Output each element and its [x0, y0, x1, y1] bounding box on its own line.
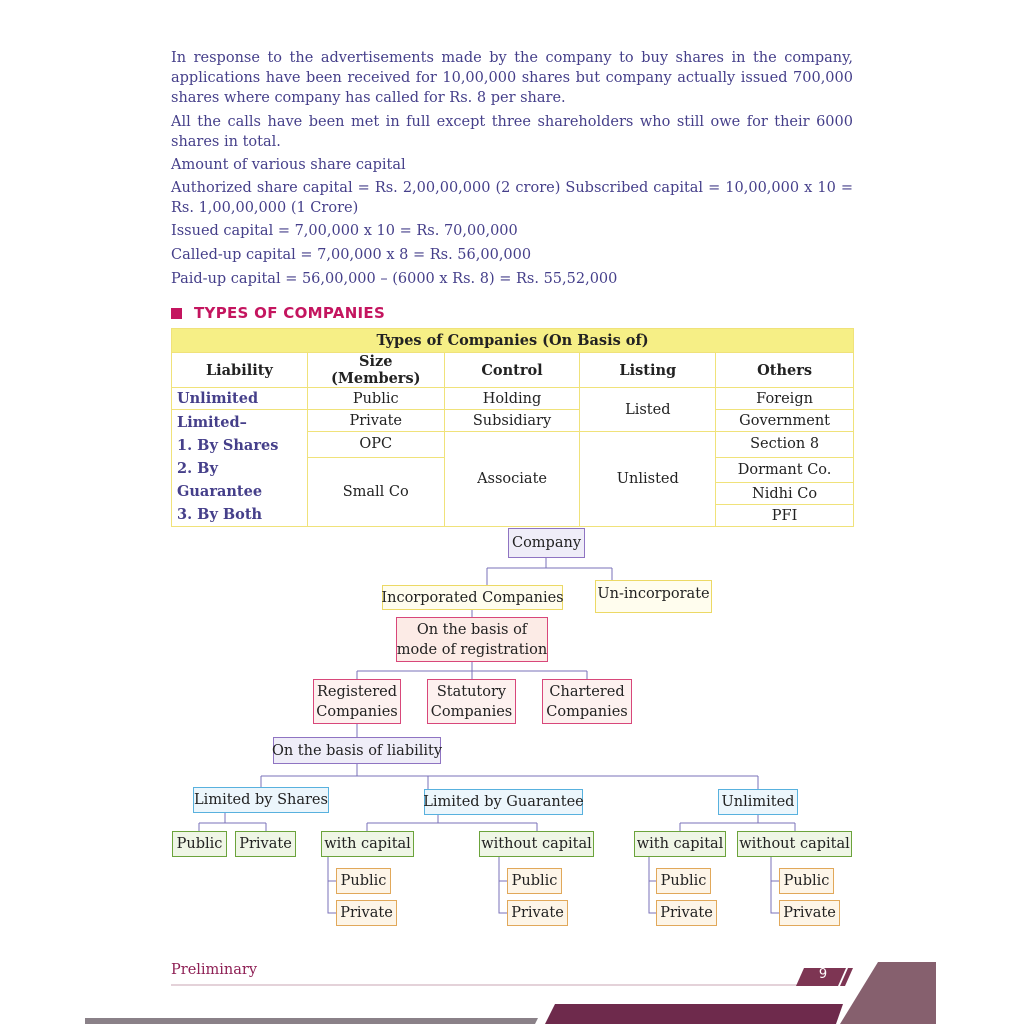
node-company: Company [508, 528, 585, 558]
listing-unlisted: Unlisted [580, 432, 716, 527]
footer-section-label: Preliminary [171, 962, 258, 978]
liability-by-both: 3. By Both [177, 506, 263, 523]
page-number: 9 [818, 967, 828, 982]
listing-listed: Listed [580, 388, 716, 432]
control-associate: Associate [444, 432, 580, 527]
node-unlimited-with-capital: with capital [634, 831, 726, 857]
control-subsidiary: Subsidiary [444, 410, 580, 432]
node-uwoc-public: Public [779, 868, 834, 894]
node-registered-line1: Registered [316, 683, 398, 700]
intro-paragraph-3: Amount of various share capital [171, 157, 406, 173]
node-basis-registration-line1: On the basis of [416, 621, 528, 638]
header-listing: Listing [580, 353, 716, 388]
node-shares-public: Public [172, 831, 227, 857]
node-uwc-private: Private [656, 900, 717, 926]
table-title: Types of Companies (On Basis of) [172, 329, 854, 353]
size-public: Public [307, 388, 444, 410]
node-statutory-line2: Companies [430, 703, 513, 720]
authorized-capital-line: Authorized share capital = Rs. 2,00,00,000 (2 crore) Subscribed capital = 10,00,000 x 10 = Rs. 1,00,00,000 (1 Crore) [171, 180, 853, 216]
node-chartered-companies [542, 679, 632, 724]
liability-by-guarantee: 2. By Guarantee [177, 460, 263, 500]
header-liability: Liability [172, 353, 308, 388]
control-holding: Holding [444, 388, 580, 410]
node-statutory-companies [427, 679, 516, 724]
others-nidhi: Nidhi Co [716, 483, 854, 505]
node-gwc-public: Public [336, 868, 391, 894]
node-basis-liability: On the basis of liability [273, 737, 441, 764]
size-small-co: Small Co [307, 457, 444, 527]
issued-capital-line: Issued capital = 7,00,000 x 10 = Rs. 70,00,000 [171, 223, 518, 239]
header-size: Size (Members) [307, 353, 444, 388]
header-others: Others [716, 353, 854, 388]
others-section-8: Section 8 [716, 432, 854, 458]
section-heading-text: TYPES OF COMPANIES [194, 304, 386, 322]
others-foreign: Foreign [716, 388, 854, 410]
node-chartered-line1: Chartered [549, 683, 625, 700]
footer-corner-band [840, 962, 936, 1024]
node-statutory-line1: Statutory [436, 683, 507, 700]
intro-paragraph-2: All the calls have been met in full except three shareholders who still owe for their 6000 shares in total. [171, 114, 853, 150]
liability-unlimited: Unlimited [172, 388, 308, 410]
footer-dark-band [545, 1004, 843, 1024]
paid-up-capital-line: Paid-up capital = 56,00,000 – (6000 x Rs. 8) = Rs. 55,52,000 [171, 271, 618, 287]
node-guarantee-with-capital: with capital [321, 831, 414, 857]
node-incorporated: Incorporated Companies [382, 585, 563, 610]
others-government: Government [716, 410, 854, 432]
node-uwoc-private: Private [779, 900, 840, 926]
others-pfi: PFI [716, 505, 854, 527]
node-unlimited: Unlimited [718, 789, 798, 815]
node-gwoc-private: Private [507, 900, 568, 926]
node-basis-registration [396, 617, 548, 662]
node-registered-line2: Companies [316, 703, 398, 720]
node-basis-registration-line2: mode of registration [396, 641, 548, 658]
node-limited-by-guarantee: Limited by Guarantee [424, 789, 583, 815]
called-up-capital-line: Called-up capital = 7,00,000 x 8 = Rs. 56,00,000 [171, 247, 532, 263]
node-gwoc-public: Public [507, 868, 562, 894]
node-guarantee-without-capital: without capital [479, 831, 594, 857]
liability-limited: Limited– [177, 414, 247, 431]
node-shares-private: Private [235, 831, 296, 857]
node-limited-by-shares: Limited by Shares [193, 787, 329, 813]
node-uwc-public: Public [656, 868, 711, 894]
node-registered-companies [313, 679, 401, 724]
liability-by-shares: 1. By Shares [177, 437, 279, 454]
node-gwc-private: Private [336, 900, 397, 926]
size-private: Private [307, 410, 444, 432]
footer-grey-band [85, 1018, 538, 1024]
node-unincorporated: Un-incorporate [595, 580, 712, 613]
intro-paragraph-1: In response to the advertisements made by the company to buy shares in the company, applications have been received for 10,00,000 shares but company actually issued 700,000 shares where company has called for Rs. 8 per share. [171, 50, 853, 106]
header-control: Control [444, 353, 580, 388]
node-chartered-line2: Companies [546, 703, 628, 720]
others-dormant: Dormant Co. [716, 457, 854, 483]
node-unlimited-without-capital: without capital [737, 831, 852, 857]
size-opc: OPC [307, 432, 444, 458]
